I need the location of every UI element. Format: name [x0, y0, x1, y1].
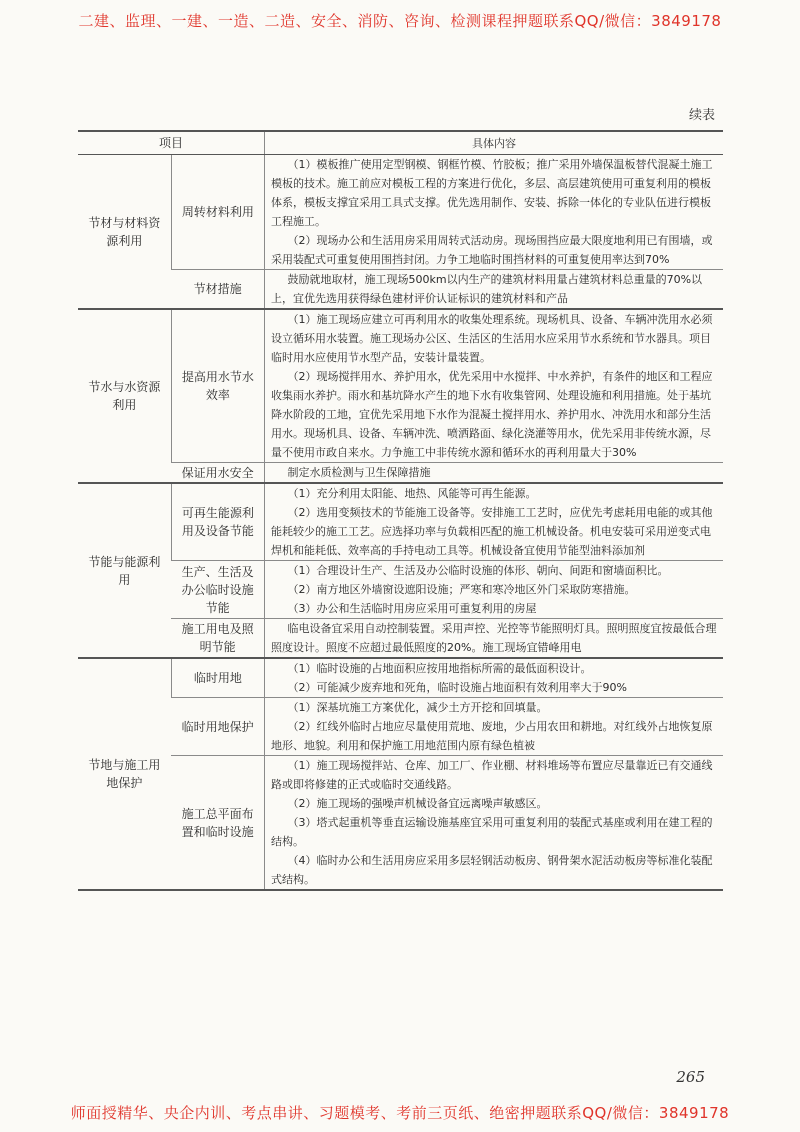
bottom-banner: 师面授精华、央企内训、考点串讲、习题模考、考前三页纸、绝密押题联系QQ/微信：3849178 [70, 1104, 730, 1122]
subcategory-cell: 临时用地 [171, 658, 264, 698]
content-cell [265, 270, 724, 310]
table-row [78, 155, 723, 270]
header-content: 具体内容 [265, 131, 724, 155]
content-paragraph: （1）充分利用太阳能、地热、风能等可再生能源。 [287, 487, 537, 500]
category-cell: 节能与能源利用 [78, 483, 171, 658]
content-paragraph: （2）选用变频技术的节能施工设备等。安排施工工艺时，应优先考虑耗用电能的或其他能耗较少的施工工艺。应选择功率与负载相匹配的施工机械设备。机电安装可采用逆变式电焊机和能耗低、效率高的手持电动工具等。机械设备宜使用节能型油料添加剂 [271, 506, 713, 557]
content-paragraph: （1）深基坑施工方案优化，减少土方开挖和回填量。 [287, 701, 548, 714]
content-paragraph: （1）模板推广使用定型钢模、钢框竹模、竹胶板；推广采用外墙保温板替代混凝土施工模板的技术。施工前应对模板工程的方案进行优化，多层、高层建筑使用可重复利用的模板体系，模板支撑宜采用工具式支撑。优先选用制作、安装、拆除一体化的专业队伍进行模板工程施工。 [271, 158, 713, 228]
table-row [78, 309, 723, 463]
content-cell [265, 619, 724, 659]
content-paragraph: 鼓励就地取材，施工现场500km以内生产的建筑材料用量占建筑材料总重量的70%以上，宜优先选用获得绿色建材评价认证标识的建筑材料和产品 [271, 273, 703, 305]
page-number: 265 [676, 1068, 705, 1086]
content-paragraph: （4）临时办公和生活用房应采用多层轻钢活动板房、钢骨架水泥活动板房等标准化装配式结构。 [271, 854, 713, 886]
content-paragraph: （2）现场办公和生活用房采用周转式活动房。现场围挡应最大限度地利用已有围墙，或采用装配式可重复使用围挡封闭。力争工地临时围挡材料的可重复使用率达到70% [271, 234, 713, 266]
content-cell [265, 698, 724, 756]
content-cell [265, 658, 724, 698]
subcategory-cell: 临时用地保护 [171, 698, 264, 756]
table-row [78, 561, 723, 619]
table-row [78, 463, 723, 484]
content-paragraph: （2）施工现场的强噪声机械设备宜远离噪声敏感区。 [287, 797, 548, 810]
content-paragraph: （2）红线外临时占地应尽量使用荒地、废地，少占用农田和耕地。对红线外占地恢复原地形、地貌。利用和保护施工用地范围内原有绿色植被 [271, 720, 713, 752]
table-row [78, 270, 723, 310]
subcategory-cell: 周转材料利用 [171, 155, 264, 270]
content-paragraph: （1）合理设计生产、生活及办公临时设施的体形、朝向、间距和窗墙面积比。 [287, 564, 669, 577]
subcategory-cell: 提高用水节水效率 [171, 309, 264, 463]
content-cell [265, 483, 724, 561]
table-row [78, 658, 723, 698]
content-paragraph: （2）可能减少废弃地和死角，临时设施占地面积有效利用率大于90% [287, 681, 627, 694]
content-paragraph: 制定水质检测与卫生保障措施 [287, 466, 431, 479]
subcategory-cell: 生产、生活及办公临时设施节能 [171, 561, 264, 619]
category-cell: 节水与水资源利用 [78, 309, 171, 483]
content-paragraph: （3）办公和生活临时用房应采用可重复利用的房屋 [287, 602, 537, 615]
category-cell: 节地与施工用地保护 [78, 658, 171, 890]
continued-label: 续表 [688, 108, 715, 123]
subcategory-cell: 施工总平面布置和临时设施 [171, 756, 264, 891]
content-paragraph: （1）施工现场应建立可再利用水的收集处理系统。现场机具、设备、车辆冲洗用水必须设立循环用水装置。施工现场办公区、生活区的生活用水应采用节水系统和节水器具。项目临时用水应使用节水型产品，安装计量装置。 [271, 313, 713, 364]
table-body [78, 155, 723, 891]
content-paragraph: （2）南方地区外墙窗设遮阳设施；严寒和寒冷地区外门采取防寒措施。 [287, 583, 636, 596]
header-item: 项目 [78, 131, 265, 155]
content-cell [265, 463, 724, 484]
content-cell [265, 155, 724, 270]
content-cell [265, 561, 724, 619]
subcategory-cell: 保证用水安全 [171, 463, 264, 484]
content-paragraph: 临电设备宜采用自动控制装置。采用声控、光控等节能照明灯具。照明照度宜按最低合理照度设计。照度不应超过最低照度的20%。施工现场宜错峰用电 [271, 622, 717, 654]
table-row [78, 619, 723, 659]
subcategory-cell: 节材措施 [171, 270, 264, 310]
content-paragraph: （1）施工现场搅拌站、仓库、加工厂、作业棚、材料堆场等布置应尽量靠近已有交通线路或即将修建的正式或临时交通线路。 [271, 759, 713, 791]
subcategory-cell: 施工用电及照明节能 [171, 619, 264, 659]
category-cell: 节材与材料资源利用 [78, 155, 171, 310]
table-row [78, 756, 723, 891]
table-row [78, 483, 723, 561]
top-banner: 二建、监理、一建、一造、二造、安全、消防、咨询、检测课程押题联系QQ/微信：3849178 [78, 12, 722, 30]
table-row [78, 698, 723, 756]
content-cell [265, 756, 724, 891]
content-table [78, 130, 723, 891]
content-paragraph: （2）现场搅拌用水、养护用水，优先采用中水搅拌、中水养护，有条件的地区和工程应收集雨水养护。雨水和基坑降水产生的地下水有收集管网、处理设施和利用措施。处于基坑降水阶段的工地，宜优先采用地下水作为混凝土搅拌用水、养护用水、冲洗用水和部分生活用水。现场机具、设备、车辆冲洗、喷洒路面、绿化浇灌等用水，优先采用非传统水源，尽量不使用市政自来水。力争施工中非传统水源和循环水的再利用量大于30% [271, 370, 713, 459]
subcategory-cell: 可再生能源利用及设备节能 [171, 483, 264, 561]
content-paragraph: （3）塔式起重机等垂直运输设施基座宜采用可重复利用的装配式基座或利用在建工程的结构。 [271, 816, 713, 848]
content-cell [265, 309, 724, 463]
content-paragraph: （1）临时设施的占地面积应按用地指标所需的最低面积设计。 [287, 662, 592, 675]
